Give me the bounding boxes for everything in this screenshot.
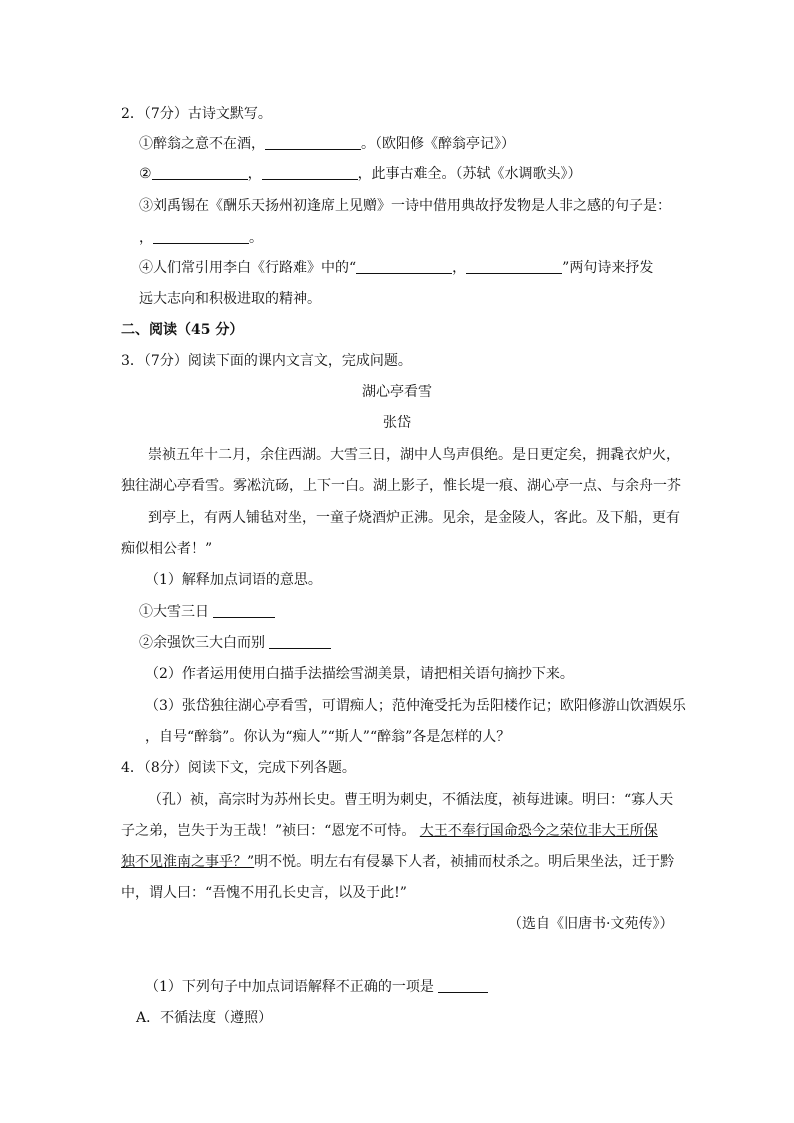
passage-line [121,852,674,872]
passage-line: 中，谓人曰：“吾愧不用孔长史言，以及于此!” [121,885,407,901]
q2-item4-cont: 远大志向和积极进取的精神。 [139,291,321,307]
q2-item4 [139,258,653,278]
q3-sub3-cont: ，自号“醉翁”。你认为“痴人”“斯人”“醉翁”各是怎样的人？ [145,729,511,745]
passage-line: 痴似相公者！” [121,541,213,557]
q4-option-a[interactable]: A．不循法度（遵照） [136,1010,273,1026]
q2-item1 [139,134,515,154]
q2-item2 [139,164,582,184]
q3-sub2: （2）作者运用使用白描手法描绘雪湖美景，请把相关语句摘抄下来。 [145,666,574,682]
q3-sub1-b [139,633,331,653]
answer-blank[interactable] [356,259,452,274]
passage-line [121,821,658,841]
q2-item3-end: 。 [249,230,263,246]
q2-item3: ③刘禹锡在《酬乐天扬州初逢席上见赠》一诗中借用典故抒发物是人非之感的句子是： [139,198,671,214]
q2-item2-comma: ， [247,166,262,182]
q2-item4-tail: ”两句诗来抒发 [562,260,654,276]
passage-line: 崇祯五年十二月，余住西湖。大雪三日，湖中人鸟声俱绝。是日更定矣，拥毳衣炉火， [148,447,680,463]
section-title: 二、阅读（45 分） [121,322,244,338]
q4-sub1 [145,977,488,997]
q2-item3-comma: ， [139,230,153,246]
q2-item4-text: ④人们常引用李白《行路难》中的“ [139,260,357,276]
q3-sub1-a [139,602,275,622]
passage-text: 子之弟，岂失于为王哉！”祯曰：“恩宠不可恃。 [121,823,416,839]
q2-item1-text: ①醉翁之意不在酒， [139,136,265,152]
underlined-sentence: 大王不奉行国命恐今之荣位非大王所保 [419,823,658,839]
q4-sub1-text: （1）下列句子中加点词语解释不正确的一项是 [145,979,434,995]
answer-blank[interactable] [213,603,275,618]
q2-item2-num: ② [139,166,152,182]
q3-sub1-a-text: ①大雪三日 [139,604,209,620]
q3-sub1-b-text: ②余强饮三大白而别 [139,635,265,651]
q2-item1-source: 。（欧阳修《醉翁亭记》） [361,136,515,152]
passage-source: （选自《旧唐书·文苑传》） [508,916,674,932]
answer-blank[interactable] [265,135,361,150]
passage-line: 独往湖心亭看雪。雾凇沆砀，上下一白。湖上影子，惟长堤一痕、湖心亭一点、与余舟一芥 [121,478,681,494]
q2-header: 2．（7分）古诗文默写。 [121,106,272,122]
q2-item3-answer [139,228,263,248]
answer-blank[interactable] [269,634,331,649]
q3-header: 3．（7分）阅读下面的课内文言文，完成问题。 [121,353,412,369]
answer-blank[interactable] [262,165,358,180]
passage-author: 张岱 [383,415,411,431]
q3-sub1: （1）解释加点词语的意思。 [145,572,322,588]
passage-title: 湖心亭看雪 [362,384,432,400]
passage-line: 到亭上，有两人铺毡对坐，一童子烧酒炉正沸。见余，是金陵人，客此。及下船，更有 [148,510,680,526]
q2-item4-comma: ， [452,260,467,276]
answer-blank[interactable] [466,259,562,274]
passage-line: （孔）祯，高宗时为苏州长史。曹王明为刺史，不循法度，祯每进谏。明曰：“寡人天 [148,792,674,808]
answer-blank[interactable] [153,229,249,244]
answer-blank[interactable] [438,978,488,993]
q4-header: 4．（8分）阅读下文，完成下列各题。 [121,760,356,776]
answer-blank[interactable] [152,165,248,180]
underlined-sentence: 独不见淮南之事乎？” [121,854,255,870]
q2-item2-source: ，此事古难全。（苏轼《水调歌头》） [357,166,582,182]
passage-text: 明不悦。明左右有侵暴下人者，祯捕而杖杀之。明后果坐法，迁于黔 [254,854,675,870]
q3-sub3: （3）张岱独往湖心亭看雪，可谓痴人；范仲淹受托为岳阳楼作记；欧阳修游山饮酒娱乐 [145,698,686,714]
